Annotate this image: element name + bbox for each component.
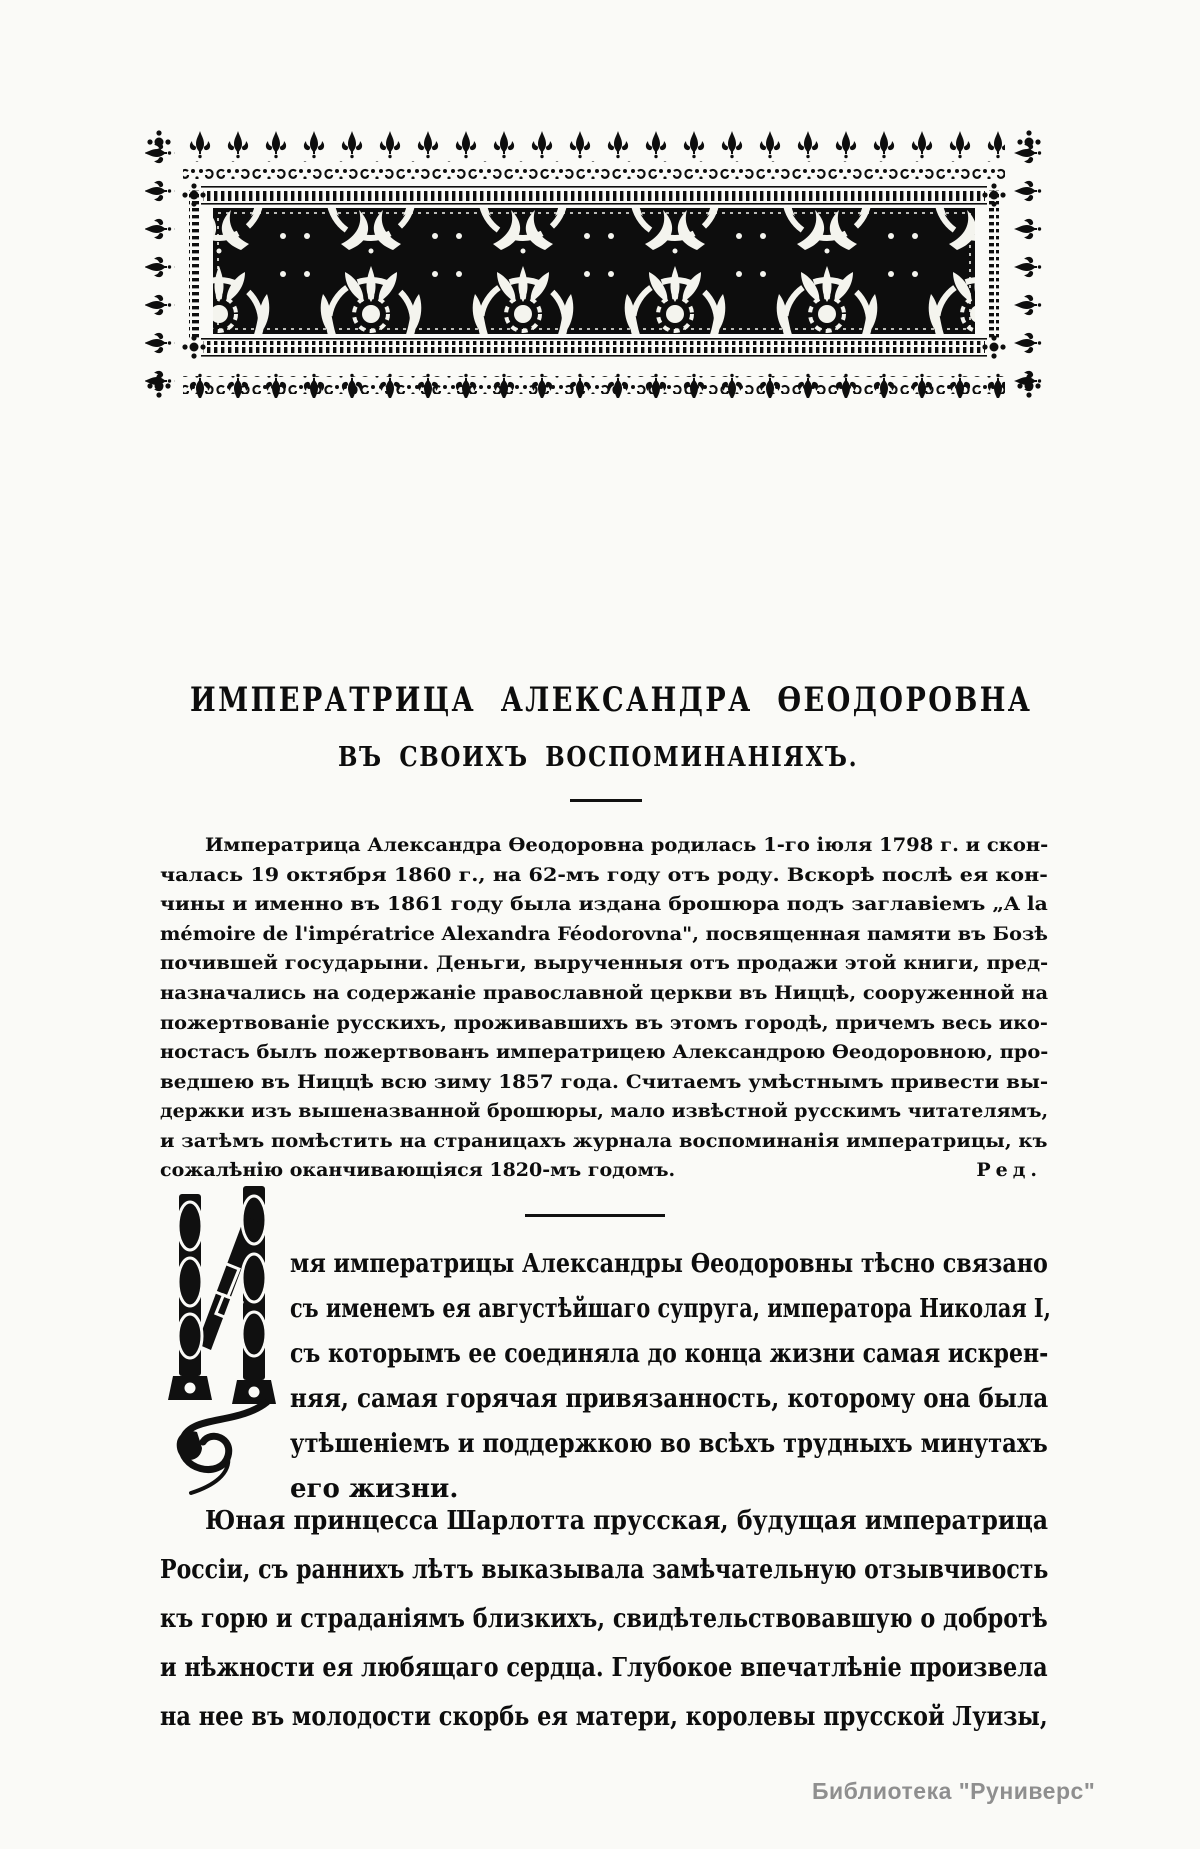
editorial-note — [160, 831, 1048, 1157]
text-line: его жизни. — [290, 1474, 459, 1504]
divider-rule — [525, 1214, 665, 1217]
text-line: утѣшеніемъ и поддержкою во всѣхъ трудныхъ минутахъ — [290, 1429, 1048, 1459]
page-title — [190, 680, 1033, 720]
text-line: пожертвованіе русскихъ, проживавшихъ въ этомъ городѣ, причемъ весь ико- — [160, 1011, 1048, 1034]
text-line: няя, самая горячая привязанность, которому она была — [290, 1384, 1049, 1414]
library-watermark: Библиотека "Руниверс" — [812, 1778, 1096, 1804]
page-subtitle — [338, 742, 858, 776]
text-line: Юная принцесса Шарлотта прусская, будущая императрица — [205, 1506, 1049, 1536]
editorial-last-text: сожалѣнію оканчивающіяся 1820-мъ годомъ. — [160, 1159, 676, 1181]
divider-rule — [570, 799, 642, 802]
text-line: ведшею въ Ниццѣ всю зиму 1857 года. Считаемъ умѣстнымъ привести вы- — [160, 1070, 1049, 1093]
text-line: почившей государыни. Деньги, вырученныя отъ продажи этой книги, пред- — [160, 952, 1049, 975]
editorial-last-line — [160, 1156, 1048, 1186]
text-line: и нѣжности ея любящаго сердца. Глубокое впечатлѣніе произвела — [160, 1653, 1048, 1683]
ornamental-headpiece — [143, 130, 1045, 398]
editor-signature: Ред. — [976, 1159, 1042, 1181]
text-line: на нее въ молодости скорбь ея матери, королевы прусской Луизы, — [160, 1702, 1048, 1732]
body-paragraph-1 — [160, 1242, 1051, 1512]
text-line: mémoire de l'impératrice Alexandra Féodorovna", посвященная памяти въ Бозѣ — [160, 922, 1048, 945]
text-line: и затѣмъ помѣстить на страницахъ журнала воспоминанія императрицы, къ — [160, 1129, 1048, 1152]
text-line: Россіи, съ раннихъ лѣтъ выказывала замѣчательную отзывчивость — [160, 1555, 1049, 1585]
text-line: съ которымъ ее соединяла до конца жизни самая искрен- — [290, 1339, 1049, 1369]
text-line: къ горю и страданіямъ близкихъ, свидѣтельствовавшую о добротѣ — [160, 1604, 1048, 1634]
page-subtitle-text: ВЪ СВОИХЪ ВОСПОМИНАНІЯХЪ. — [338, 742, 859, 773]
text-line: съ именемъ ея августѣйшаго супруга, императора Николая I, — [290, 1294, 1051, 1324]
text-line: ностасъ былъ пожертвованъ императрицею Александрою Ѳеодоровною, про- — [160, 1041, 1049, 1064]
body-paragraph-2 — [160, 1497, 1048, 1742]
text-line: держки изъ вышеназванной брошюры, мало извѣстной русскимъ читателямъ, — [160, 1100, 1049, 1123]
text-line: Императрица Александра Ѳеодоровна родилась 1-го іюля 1798 г. и скон- — [205, 834, 1049, 856]
text-line: чалась 19 октября 1860 г., на 62-мъ году отъ роду. Вскорѣ послѣ ея кон- — [160, 863, 1048, 886]
text-line: мя императрицы Александры Ѳеодоровны тѣсно связано — [290, 1249, 1048, 1279]
page-title-text: ИМПЕРАТРИЦА АЛЕКСАНДРА ѲЕОДОРОВНА — [190, 680, 1033, 720]
text-line: назначались на содержаніе православной церкви въ Ниццѣ, сооруженной на — [160, 981, 1049, 1004]
text-line: чины и именно въ 1861 году была издана брошюра подъ заглавіемъ „A la — [160, 893, 1048, 916]
